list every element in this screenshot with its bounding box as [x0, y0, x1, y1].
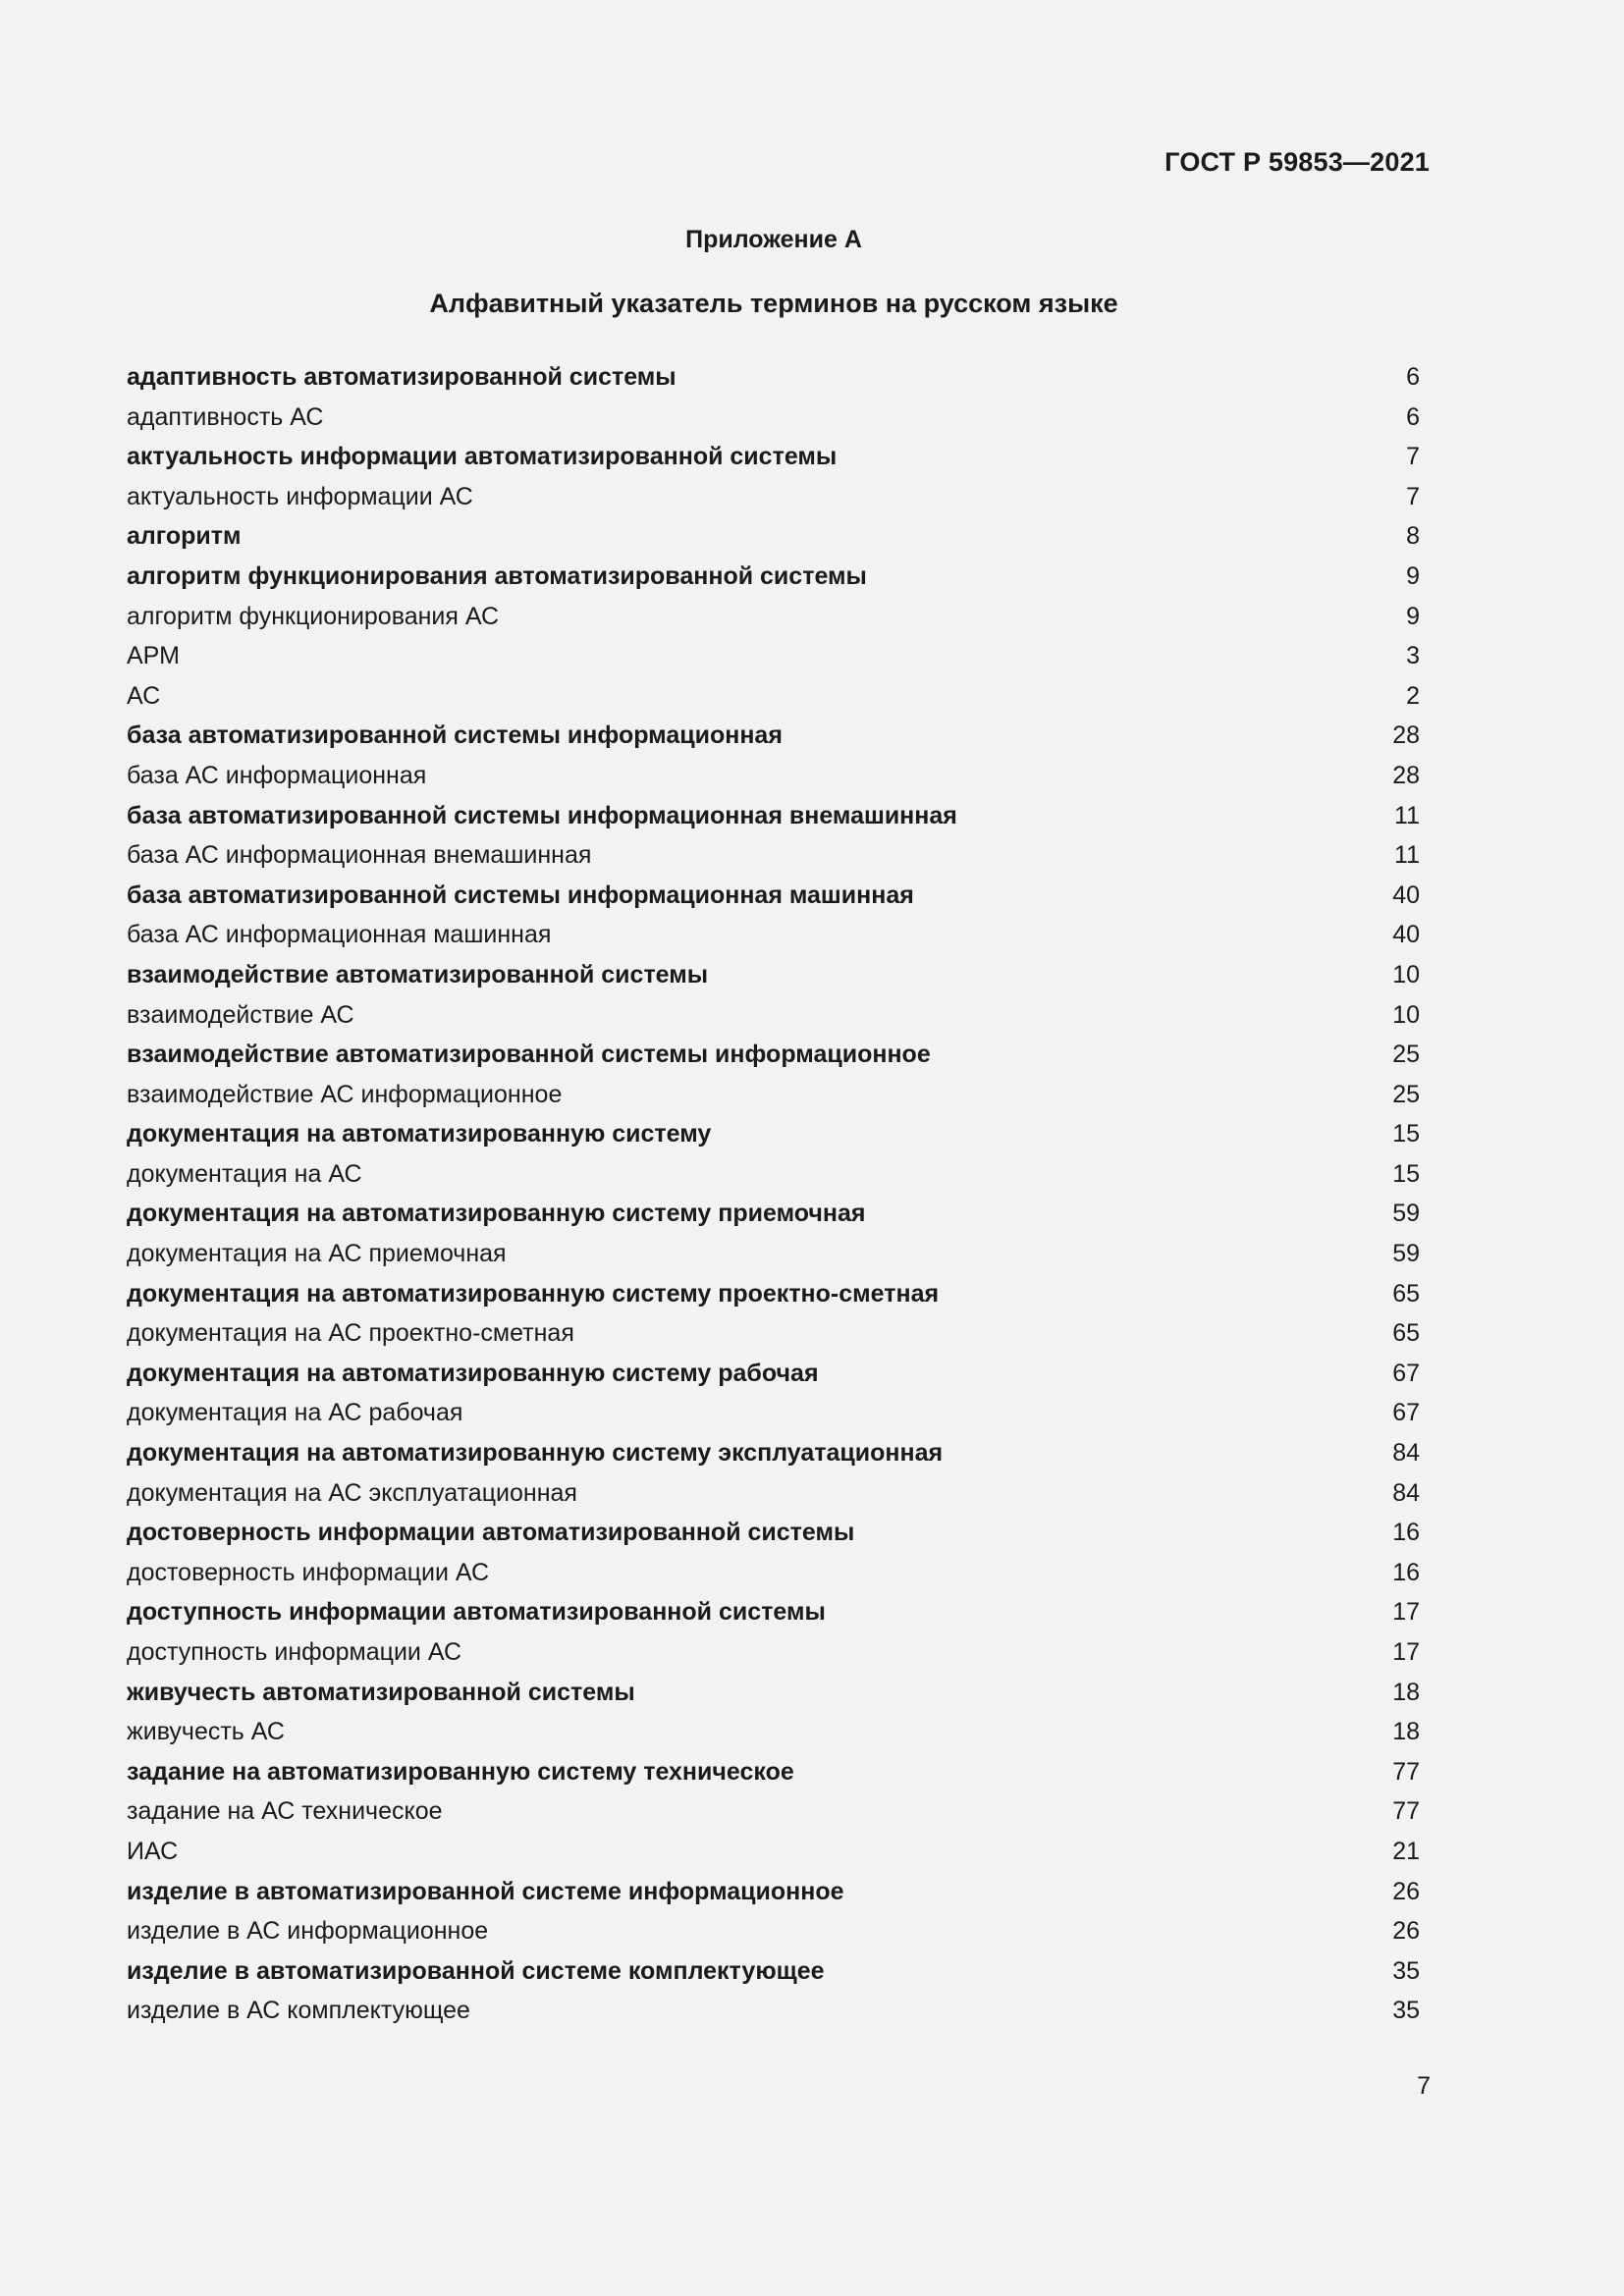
document-code: ГОСТ Р 59853—2021 — [1164, 147, 1430, 177]
index-entry-page: 18 — [1392, 1718, 1420, 1746]
index-entry — [127, 1911, 1420, 1951]
index-entry-term: АРМ — [127, 642, 180, 670]
index-entry-page: 16 — [1392, 1558, 1420, 1586]
index-entry-page: 84 — [1392, 1478, 1420, 1507]
index-entry — [127, 516, 1420, 557]
index-entry — [127, 398, 1420, 438]
index-entry — [127, 1592, 1420, 1632]
index-entry — [127, 357, 1420, 398]
page-number: 7 — [1417, 2072, 1431, 2100]
index-entry-page: 35 — [1392, 1956, 1420, 1985]
index-entry-page: 7 — [1406, 482, 1420, 510]
index-entry-page: 6 — [1406, 363, 1420, 391]
index-entry — [127, 716, 1420, 756]
index-entry-term: база АС информационная машинная — [127, 921, 552, 949]
index-entry-page: 65 — [1392, 1279, 1420, 1308]
index-entry-page: 26 — [1392, 1877, 1420, 1905]
index-entry — [127, 835, 1420, 876]
index-entry — [127, 1274, 1420, 1314]
index-entry — [127, 1513, 1420, 1553]
term-index-list — [127, 357, 1420, 2031]
index-entry-page: 10 — [1392, 960, 1420, 988]
index-entry-page: 40 — [1392, 921, 1420, 949]
index-entry-page: 8 — [1406, 522, 1420, 551]
index-entry — [127, 1393, 1420, 1433]
index-entry-page: 9 — [1406, 602, 1420, 630]
index-entry — [127, 915, 1420, 955]
index-entry-page: 11 — [1394, 841, 1420, 870]
index-entry-term: документация на автоматизированную систему — [127, 1120, 712, 1148]
index-entry — [127, 1791, 1420, 1832]
index-entry — [127, 636, 1420, 676]
index-entry-term: база АС информационная — [127, 761, 427, 789]
index-entry-term: задание на автоматизированную систему техническое — [127, 1757, 794, 1786]
index-entry-page: 65 — [1392, 1319, 1420, 1348]
index-entry-term: документация на АС эксплуатационная — [127, 1478, 577, 1507]
index-entry — [127, 1872, 1420, 1912]
index-entry-term: актуальность информации АС — [127, 482, 473, 510]
index-entry-term: ИАС — [127, 1837, 179, 1865]
index-entry-term: адаптивность АС — [127, 402, 324, 431]
index-entry-term: документация на АС рабочая — [127, 1399, 463, 1427]
index-entry — [127, 756, 1420, 796]
index-entry — [127, 955, 1420, 995]
index-entry-term: база АС информационная внемашинная — [127, 841, 592, 870]
index-entry — [127, 1114, 1420, 1154]
index-entry-term: доступность информации АС — [127, 1638, 462, 1666]
index-entry-term: база автоматизированной системы информационная — [127, 721, 783, 750]
index-entry-term: документация на АС приемочная — [127, 1240, 507, 1268]
index-entry-term: достоверность информации автоматизированной системы — [127, 1519, 855, 1547]
index-entry — [127, 1035, 1420, 1075]
index-entry — [127, 1473, 1420, 1514]
index-entry-term: АС — [127, 681, 161, 710]
index-entry-page: 21 — [1392, 1837, 1420, 1865]
index-entry-term: взаимодействие автоматизированной системы информационное — [127, 1041, 931, 1069]
index-entry-term: база автоматизированной системы информационная внемашинная — [127, 801, 957, 829]
index-entry-page: 11 — [1394, 801, 1420, 829]
index-entry — [127, 1553, 1420, 1593]
index-entry — [127, 1154, 1420, 1195]
index-entry-term: алгоритм — [127, 522, 242, 551]
index-entry-page: 67 — [1392, 1359, 1420, 1387]
index-entry-term: изделие в автоматизированной системе комплектующее — [127, 1956, 825, 1985]
index-entry-page: 59 — [1392, 1200, 1420, 1228]
index-entry-term: алгоритм функционирования АС — [127, 602, 500, 630]
index-entry — [127, 1313, 1420, 1354]
index-entry-page: 25 — [1392, 1041, 1420, 1069]
index-entry-page: 17 — [1392, 1638, 1420, 1666]
index-entry-page: 6 — [1406, 402, 1420, 431]
index-entry — [127, 1354, 1420, 1394]
index-title: Алфавитный указатель терминов на русском языке — [429, 289, 1118, 318]
index-entry-page: 17 — [1392, 1598, 1420, 1627]
index-entry — [127, 1234, 1420, 1274]
index-entry-page: 2 — [1406, 681, 1420, 710]
index-entry-page: 16 — [1392, 1519, 1420, 1547]
index-entry-page: 15 — [1392, 1159, 1420, 1188]
index-entry-term: взаимодействие автоматизированной системы — [127, 960, 709, 988]
index-entry — [127, 1832, 1420, 1872]
index-entry-page: 59 — [1392, 1240, 1420, 1268]
index-entry-term: живучесть АС — [127, 1718, 285, 1746]
index-entry-page: 67 — [1392, 1399, 1420, 1427]
index-entry-page: 18 — [1392, 1678, 1420, 1706]
index-entry-term: алгоритм функционирования автоматизированной системы — [127, 561, 867, 590]
index-entry-term: изделие в автоматизированной системе информационное — [127, 1877, 844, 1905]
index-entry-term: документация на АС — [127, 1159, 362, 1188]
index-entry-page: 10 — [1392, 1000, 1420, 1029]
index-entry-page: 3 — [1406, 642, 1420, 670]
appendix-heading: Приложение А — [685, 226, 862, 253]
index-entry-page: 40 — [1392, 881, 1420, 909]
index-entry-term: документация на автоматизированную систему рабочая — [127, 1359, 819, 1387]
index-entry — [127, 1433, 1420, 1473]
index-entry-page: 15 — [1392, 1120, 1420, 1148]
index-entry — [127, 676, 1420, 717]
index-entry-page: 26 — [1392, 1917, 1420, 1946]
index-entry-page: 9 — [1406, 561, 1420, 590]
index-entry-term: задание на АС техническое — [127, 1797, 443, 1826]
index-entry-page: 77 — [1392, 1757, 1420, 1786]
index-entry — [127, 876, 1420, 916]
index-entry-term: документация на автоматизированную систему приемочная — [127, 1200, 866, 1228]
index-entry-page: 7 — [1406, 443, 1420, 471]
index-entry — [127, 1194, 1420, 1234]
index-entry-page: 28 — [1392, 721, 1420, 750]
index-entry — [127, 477, 1420, 517]
index-entry — [127, 1991, 1420, 2031]
index-entry-term: документация на автоматизированную систему эксплуатационная — [127, 1439, 944, 1468]
index-entry-term: изделие в АС информационное — [127, 1917, 489, 1946]
index-entry-term: документация на автоматизированную систему проектно-сметная — [127, 1279, 940, 1308]
index-entry — [127, 597, 1420, 637]
index-entry — [127, 1632, 1420, 1673]
index-entry-page: 35 — [1392, 1997, 1420, 2025]
index-entry-term: взаимодействие АС информационное — [127, 1080, 563, 1108]
index-entry-term: доступность информации автоматизированной системы — [127, 1598, 826, 1627]
index-entry-term: актуальность информации автоматизированной системы — [127, 443, 838, 471]
index-entry — [127, 1712, 1420, 1752]
index-entry-term: база автоматизированной системы информационная машинная — [127, 881, 914, 909]
index-entry — [127, 1673, 1420, 1713]
index-entry — [127, 796, 1420, 836]
index-entry-term: достоверность информации АС — [127, 1558, 490, 1586]
index-entry — [127, 1951, 1420, 1992]
index-entry — [127, 1752, 1420, 1792]
index-entry-term: изделие в АС комплектующее — [127, 1997, 470, 2025]
index-entry-page: 25 — [1392, 1080, 1420, 1108]
index-entry-page: 77 — [1392, 1797, 1420, 1826]
index-entry-term: документация на АС проектно-сметная — [127, 1319, 574, 1348]
index-entry-term: адаптивность автоматизированной системы — [127, 363, 677, 391]
index-entry-term: живучесть автоматизированной системы — [127, 1678, 635, 1706]
index-entry — [127, 437, 1420, 477]
index-entry-term: взаимодействие АС — [127, 1000, 354, 1029]
index-entry-page: 84 — [1392, 1439, 1420, 1468]
index-entry — [127, 1075, 1420, 1115]
index-entry — [127, 557, 1420, 597]
index-entry-page: 28 — [1392, 761, 1420, 789]
index-entry — [127, 995, 1420, 1036]
